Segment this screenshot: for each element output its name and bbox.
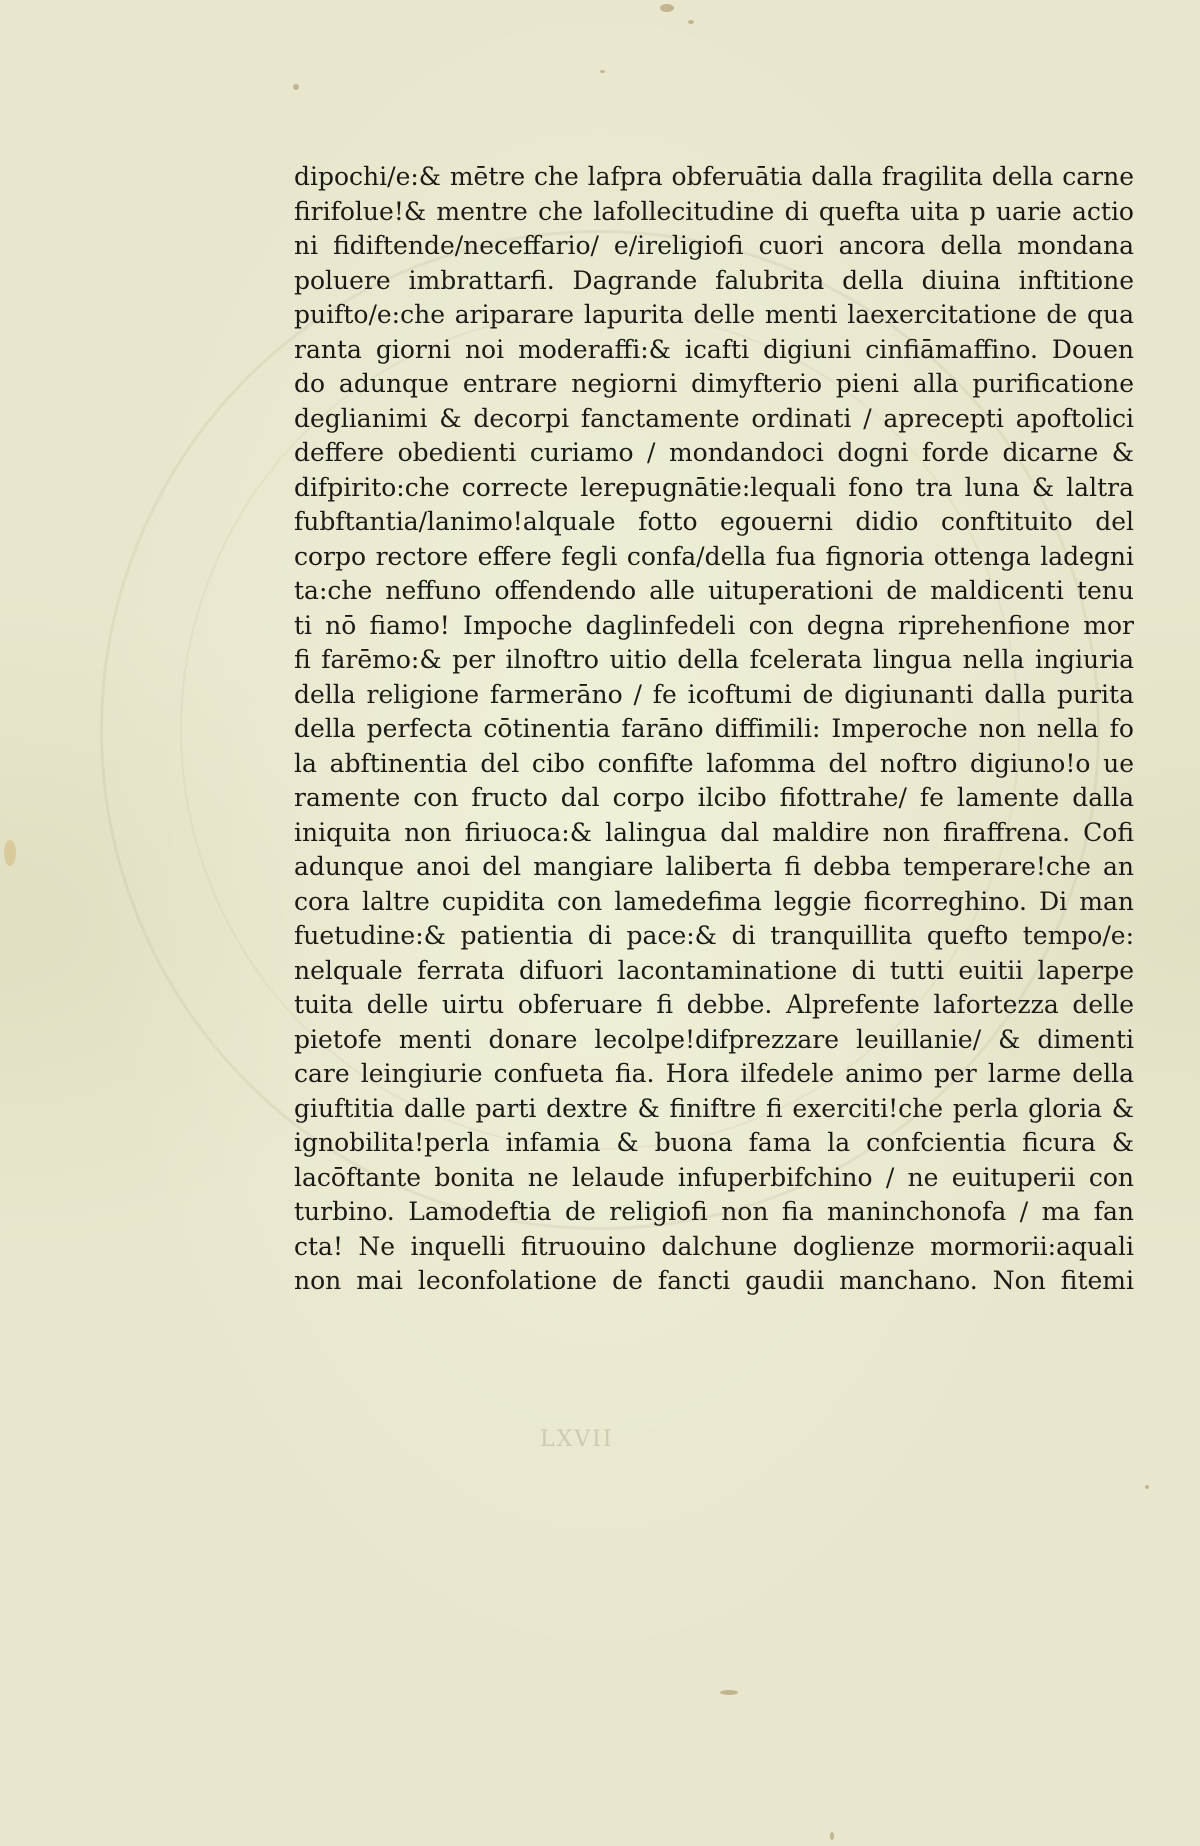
text-line: ignobilita!perla infamia & buona fama la confcientia ficura &: [294, 1128, 1134, 1157]
text-line: ti nō fiamo! Impoche daglinfedeli con degna riprehenfione mor: [294, 610, 1134, 640]
text-line: fi farēmo:& per ilnoftro uitio della fcelerata lingua nella ingiuria: [294, 645, 1134, 674]
text-line: lacōftante bonita ne lelaude infuperbifchino / ne euituperii con: [294, 1162, 1134, 1192]
text-line: giuftitia dalle parti dextre & finiftre fi exerciti!che perla gloria &: [294, 1093, 1134, 1123]
text-line: della perfecta cōtinentia farāno diffimili: Imperoche non nella fo: [294, 714, 1134, 743]
text-line: ramente con fructo dal corpo ilcibo fifottrahe/ fe lamente dalla: [294, 783, 1134, 812]
paper-speck: [293, 84, 299, 90]
body-text: [294, 160, 1134, 1299]
text-line: corpo rectore effere fegli confa/della fua fignoria ottenga ladegni: [294, 541, 1134, 571]
text-line: della religione farmerāno / fe icoftumi de digiunanti dalla purita: [294, 679, 1134, 709]
text-line: ta:che neffuno offendendo alle uituperationi de maldicenti tenu: [294, 576, 1134, 605]
text-line: deffere obedienti curiamo / mondandoci dogni forde dicarne &: [294, 438, 1134, 467]
text-line: fubftantia/lanimo!alquale fotto egouerni didio conftituito del: [294, 507, 1134, 536]
text-line: cta! Ne inquelli fitruouino dalchune doglienze mormorii:aquali: [294, 1231, 1134, 1261]
folio-mark: LXVII: [540, 1427, 614, 1452]
text-line: difpirito:che correcte lerepugnātie:lequali fono tra luna & laltra: [294, 472, 1134, 502]
text-line: deglianimi & decorpi fanctamente ordinati / aprecepti apoftolici: [294, 403, 1134, 433]
paper-speck: [4, 840, 16, 866]
paper-speck: [600, 70, 605, 73]
text-line: puifto/e:che ariparare lapurita delle menti laexercitatione de qua: [294, 300, 1134, 329]
text-line: la abftinentia del cibo confifte lafomma del noftro digiuno!o ue: [294, 748, 1134, 778]
text-line: cora laltre cupidita con lamedefima leggie ficorreghino. Di man: [294, 886, 1134, 916]
paper-speck: [1145, 1485, 1149, 1489]
paper-speck: [688, 20, 694, 24]
text-line: poluere imbrattarfi. Dagrande falubrita della diuina inftitione: [294, 265, 1134, 295]
text-line: ni fidiftende/neceffario/ e/ireligiofi cuori ancora della mondana: [294, 231, 1134, 260]
text-line: non mai leconfolatione de fancti gaudii manchano. Non fitemi: [294, 1266, 1134, 1295]
text-line: nelquale ferrata difuori lacontaminatione di tutti euitii laperpe: [294, 955, 1134, 985]
text-line: iniquita non firiuoca:& lalingua dal maldire non firaffrena. Cofi: [294, 817, 1134, 847]
text-line: turbino. Lamodeftia de religiofi non fia maninchonofa / ma fan: [294, 1197, 1134, 1226]
text-line: tuita delle uirtu obferuare fi debbe. Alprefente lafortezza delle: [294, 990, 1134, 1019]
paper-speck: [720, 1690, 738, 1695]
text-line: ranta giorni noi moderaffi:& icafti digiuni cinfiāmaffino. Douen: [294, 334, 1134, 364]
text-line: do adunque entrare negiorni dimyfterio pieni alla purificatione: [294, 369, 1134, 398]
text-line: pietofe menti donare lecolpe!difprezzare leuillanie/ & dimenti: [294, 1024, 1134, 1054]
text-line: dipochi/e:& mētre che lafpra obferuātia dalla fragilita della carne: [294, 162, 1134, 191]
paper-speck: [660, 4, 674, 12]
paper-speck: [830, 1832, 834, 1840]
text-line: care leingiurie confueta fia. Hora ilfedele animo per larme della: [294, 1059, 1134, 1088]
text-line: fuetudine:& patientia di pace:& di tranquillita quefto tempo/e:: [294, 921, 1134, 950]
text-line: firifolue!& mentre che lafollecitudine di quefta uita p uarie actio: [294, 196, 1134, 226]
text-line: adunque anoi del mangiare laliberta fi debba temperare!che an: [294, 852, 1134, 881]
